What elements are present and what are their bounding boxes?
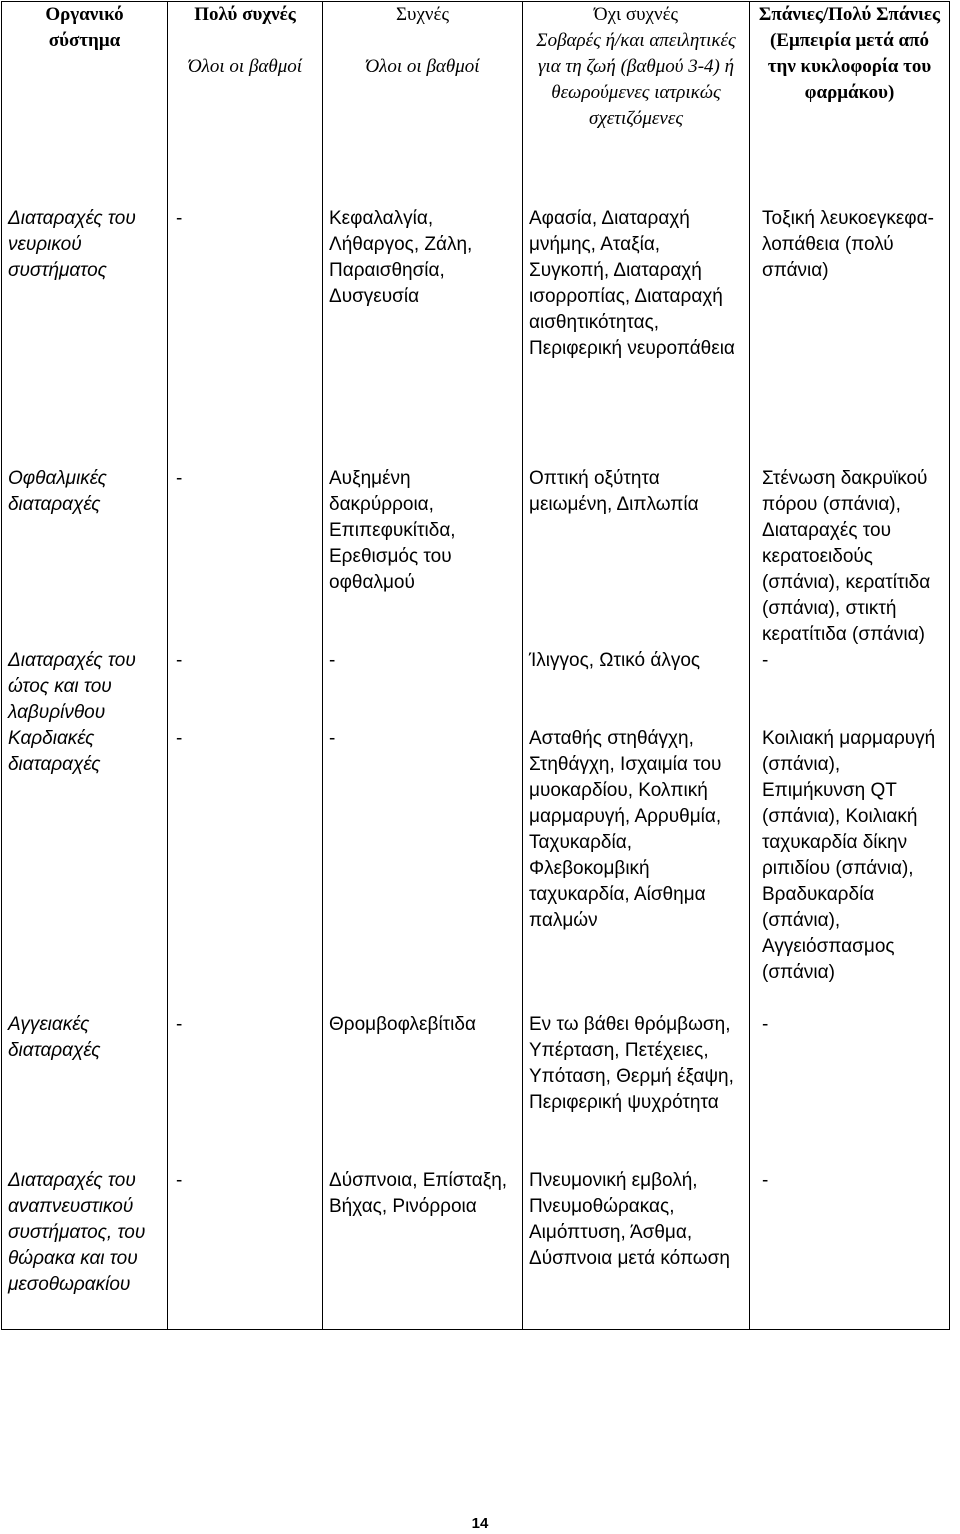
organ-system-cell: Διαταραχές του νευρικού συστήματος xyxy=(2,206,168,466)
uncommon-cell: Αφασία, Διαταραχή μνήμης, Αταξία, Συγκοπή, Διαταραχή ισορροπίας, Διαταραχή αισθητικότητας, Περιφερική νευροπάθεια xyxy=(523,206,750,466)
rare-cell: - xyxy=(750,1012,950,1168)
very-common-cell: - xyxy=(168,648,323,726)
header-very-common-label: Πολύ συχνές xyxy=(194,4,296,25)
table-row xyxy=(2,1012,950,1168)
table-row xyxy=(2,1168,950,1330)
common-cell: Αυξημένη δακρύρροια, Επιπεφυκίτιδα, Ερεθισμός του οφθαλμού xyxy=(323,466,523,648)
header-common-sub: Όλοι οι βαθμοί xyxy=(365,56,480,77)
header-rare xyxy=(750,2,950,206)
header-row xyxy=(2,2,950,206)
uncommon-cell: Εν τω βάθει θρόμβωση, Υπέρταση, Πετέχειες, Υπόταση, Θερμή έξαψη, Περιφερική ψυχρότητα xyxy=(523,1012,750,1168)
very-common-cell: - xyxy=(168,466,323,648)
table-row xyxy=(2,648,950,726)
organ-system-cell: Διαταραχές του ώτος και του λαβυρίνθου xyxy=(2,648,168,726)
common-cell: - xyxy=(323,648,523,726)
common-cell: - xyxy=(323,726,523,1012)
uncommon-cell: Ίλιγγος, Ωτικό άλγος xyxy=(523,648,750,726)
table-row xyxy=(2,466,950,648)
uncommon-cell: Ασταθής στηθάγχη, Στηθάγχη, Ισχαιμία του μυοκαρδίου, Κολπική μαρμαρυγή, Αρρυθμία, Ταχυκαρδία, Φλεβοκομβική ταχυκαρδία, Αίσθημα παλμών xyxy=(523,726,750,1012)
header-very-common xyxy=(168,2,323,206)
very-common-cell: - xyxy=(168,726,323,1012)
header-very-common-sub: Όλοι οι βαθμοί xyxy=(187,56,303,77)
organ-system-cell: Οφθαλμικές διαταραχές xyxy=(2,466,168,648)
header-common-label: Συχνές xyxy=(396,4,449,25)
header-common xyxy=(323,2,523,206)
very-common-cell: - xyxy=(168,1168,323,1330)
adverse-reactions-table xyxy=(1,1,950,1330)
page-number: 14 xyxy=(471,1515,489,1532)
uncommon-cell: Οπτική οξύτητα μειωμένη, Διπλωπία xyxy=(523,466,750,648)
rare-cell: Τοξική λευκοεγκεφα-λοπάθεια (πολύ σπάνια) xyxy=(750,206,950,466)
table-row xyxy=(2,206,950,466)
organ-system-cell: Διαταραχές του αναπνευστικού συστήματος, του θώρακα και του μεσοθωρακίου xyxy=(2,1168,168,1330)
common-cell: Δύσπνοια, Επίσταξη, Βήχας, Ρινόρροια xyxy=(323,1168,523,1330)
rare-cell: Κοιλιακή μαρμαρυγή (σπάνια), Επιμήκυνση QT (σπάνια), Κοιλιακή ταχυκαρδία δίκην ριπιδίου (σπάνια), Βραδυκαρδία (σπάνια), Αγγειόσπασμος (σπάνια) xyxy=(750,726,950,1012)
table-row xyxy=(2,726,950,1012)
uncommon-cell: Πνευμονική εμβολή, Πνευμοθώρακας, Αιμόπτυση, Άσθμα, Δύσπνοια μετά κόπωση xyxy=(523,1168,750,1330)
rare-cell: Στένωση δακρυϊκού πόρου (σπάνια), Διαταραχές του κερατοειδούς (σπάνια), κερατίτιδα (σπάνια), στικτή κερατίτιδα (σπάνια) xyxy=(750,466,950,648)
common-cell: Θρομβοφλεβίτιδα xyxy=(323,1012,523,1168)
very-common-cell: - xyxy=(168,206,323,466)
organ-system-cell: Καρδιακές διαταραχές xyxy=(2,726,168,1012)
header-uncommon-sub: Σοβαρές ή/και απειλητικές για τη ζωή (βαθμού 3-4) ή θεωρούμενες ιατρικώς σχετιζόμενες xyxy=(536,30,736,129)
header-rare-label: Σπάνιες/Πολύ Σπάνιες (Εμπειρία μετά από την κυκλοφορία του φαρμάκου) xyxy=(758,4,941,103)
header-uncommon-label: Όχι συχνές xyxy=(593,4,679,25)
header-uncommon xyxy=(523,2,750,206)
rare-cell: - xyxy=(750,1168,950,1330)
header-organ-label: Οργανικό σύστημα xyxy=(45,4,124,51)
header-organ-system xyxy=(2,2,168,206)
common-cell: Κεφαλαλγία, Λήθαργος, Ζάλη, Παραισθησία, Δυσγευσία xyxy=(323,206,523,466)
very-common-cell: - xyxy=(168,1012,323,1168)
organ-system-cell: Αγγειακές διαταραχές xyxy=(2,1012,168,1168)
rare-cell: - xyxy=(750,648,950,726)
